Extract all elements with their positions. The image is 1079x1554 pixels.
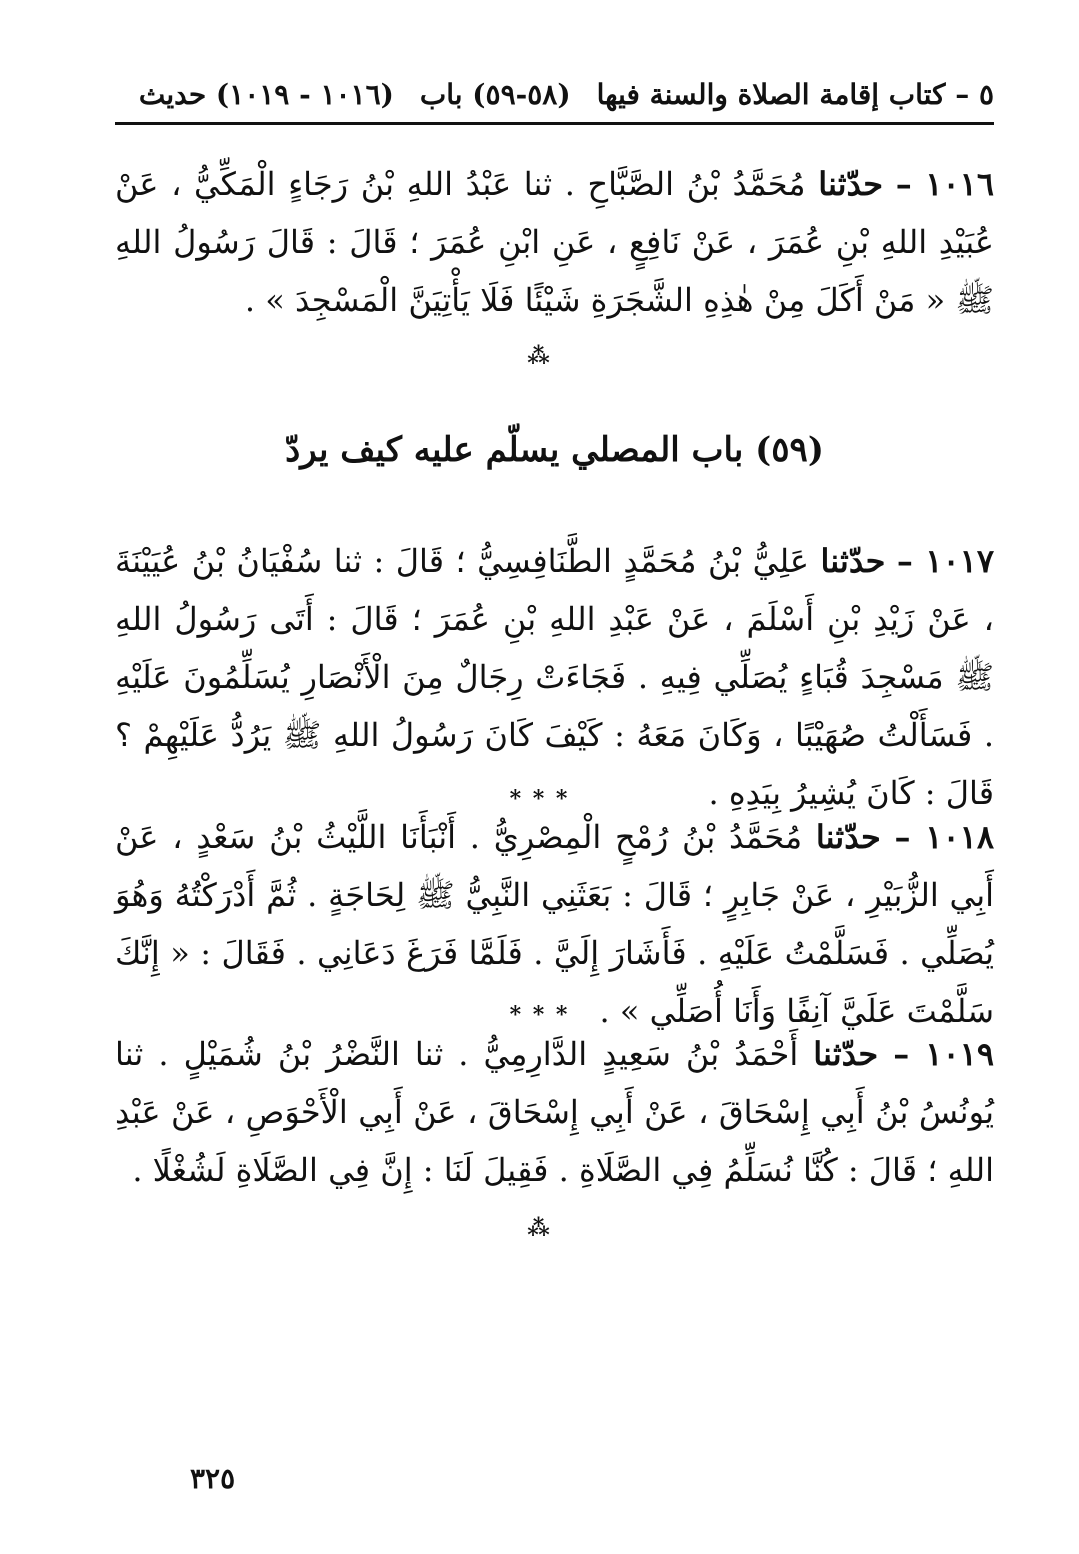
page-number: ٣٢٥ xyxy=(190,1462,236,1495)
hadith-lead: حدّثنا xyxy=(818,165,884,203)
hadith-lead: حدّثنا xyxy=(820,542,886,580)
hadith-number: ١٠١٩ – xyxy=(893,1035,995,1073)
running-head-hadith-range: (١٠١٦ - ١٠١٩) حديث xyxy=(138,77,394,111)
separator-stars: * * * xyxy=(509,786,570,812)
hadith-text: أَحْمَدُ بْنُ سَعِيدٍ الدَّارِمِيُّ . ثنا النَّضْرُ بْنُ شُمَيْلٍ . ثنا يُونُسُ بْنُ أَبِي إِسْحَاقَ ، عَنْ أَبِي إِسْحَاقَ ، عَنْ أَبِي الْأَحْوَصِ ، عَنْ عَبْدِ اللهِ ؛ قَالَ : كُنَّا نُسَلِّمُ فِي الصَّلَاةِ . فَقِيلَ لَنَا : إِنَّ فِي الصَّلَاةِ لَشُغْلًا . xyxy=(115,1035,995,1189)
header-rule xyxy=(115,122,994,125)
running-head xyxy=(115,70,994,118)
hadith-text: عَلِيُّ بْنُ مُحَمَّدٍ الطَّنَافِسِيُّ ؛ قَالَ : ثنا سُفْيَانُ بْنُ عُيَيْنَةَ ، عَنْ زَيْدِ بْنِ أَسْلَمَ ، عَنْ عَبْدِ اللهِ بْنِ عُمَرَ ؛ قَالَ : أَتَى رَسُولُ اللهِ ﷺ مَسْجِدَ قُبَاءٍ يُصَلِّي فِيهِ . فَجَاءَتْ رِجَالٌ مِنَ الْأَنْصَارِ يُسَلِّمُونَ عَلَيْهِ . فَسَأَلْتُ صُهَيْبًا ، وَكَانَ مَعَهُ : كَيْفَ كَانَ رَسُولُ اللهِ ﷺ يَرُدُّ عَلَيْهِمْ ؟ قَالَ : كَانَ يُشِيرُ بِيَدِهِ . xyxy=(115,542,994,812)
hadith-lead: حدّثنا xyxy=(813,1035,879,1073)
running-head-chapters: (٥٨-٥٩) باب xyxy=(419,77,571,111)
separator-triangle: ⁂ xyxy=(527,1215,552,1241)
separator-triangle: ⁂ xyxy=(527,343,552,369)
hadith-number: ١٠١٧ – xyxy=(896,542,995,580)
chapter-heading: (٥٩) باب المصلي يسلّم عليه كيف يردّ xyxy=(285,430,824,470)
hadith-1019 xyxy=(115,1025,994,1199)
hadith-lead: حدّثنا xyxy=(815,818,881,856)
hadith-1017 xyxy=(115,532,994,822)
hadith-text: مُحَمَّدُ بْنُ رُمْحٍ الْمِصْرِيُّ . أَنْبَأَنَا اللَّيْثُ بْنُ سَعْدٍ ، عَنْ أَبِي الزُّبَيْرِ ، عَنْ جَابِرٍ ؛ قَالَ : بَعَثَنِي النَّبِيُّ ﷺ لِحَاجَةٍ . ثُمَّ أَدْرَكْتُهُ وَهُوَ يُصَلِّي . فَسَلَّمْتُ عَلَيْهِ . فَأَشَارَ إِلَيَّ . فَلَمَّا فَرَغَ دَعَانِي . فَقَالَ : « إِنَّكَ سَلَّمْتَ عَلَيَّ آنِفًا وَأَنَا أُصَلِّي » . xyxy=(115,818,994,1030)
hadith-number: ١٠١٨ – xyxy=(894,818,994,856)
separator-stars: * * * xyxy=(509,1002,570,1028)
hadith-1016 xyxy=(115,155,994,329)
hadith-text: مُحَمَّدُ بْنُ الصَّبَّاحِ . ثنا عَبْدُ اللهِ بْنُ رَجَاءٍ الْمَكِّيُّ ، عَنْ عُبَيْدِ اللهِ بْنِ عُمَرَ ، عَنْ نَافِعٍ ، عَنِ ابْنِ عُمَرَ ؛ قَالَ : قَالَ رَسُولُ اللهِ ﷺ « مَنْ أَكَلَ مِنْ هٰذِهِ الشَّجَرَةِ شَيْئًا فَلَا يَأْتِيَنَّ الْمَسْجِدَ » . xyxy=(115,165,994,319)
hadith-number: ١٠١٦ – xyxy=(895,165,995,203)
running-head-book: ٥ – كتاب إقامة الصلاة والسنة فيها xyxy=(596,77,994,111)
